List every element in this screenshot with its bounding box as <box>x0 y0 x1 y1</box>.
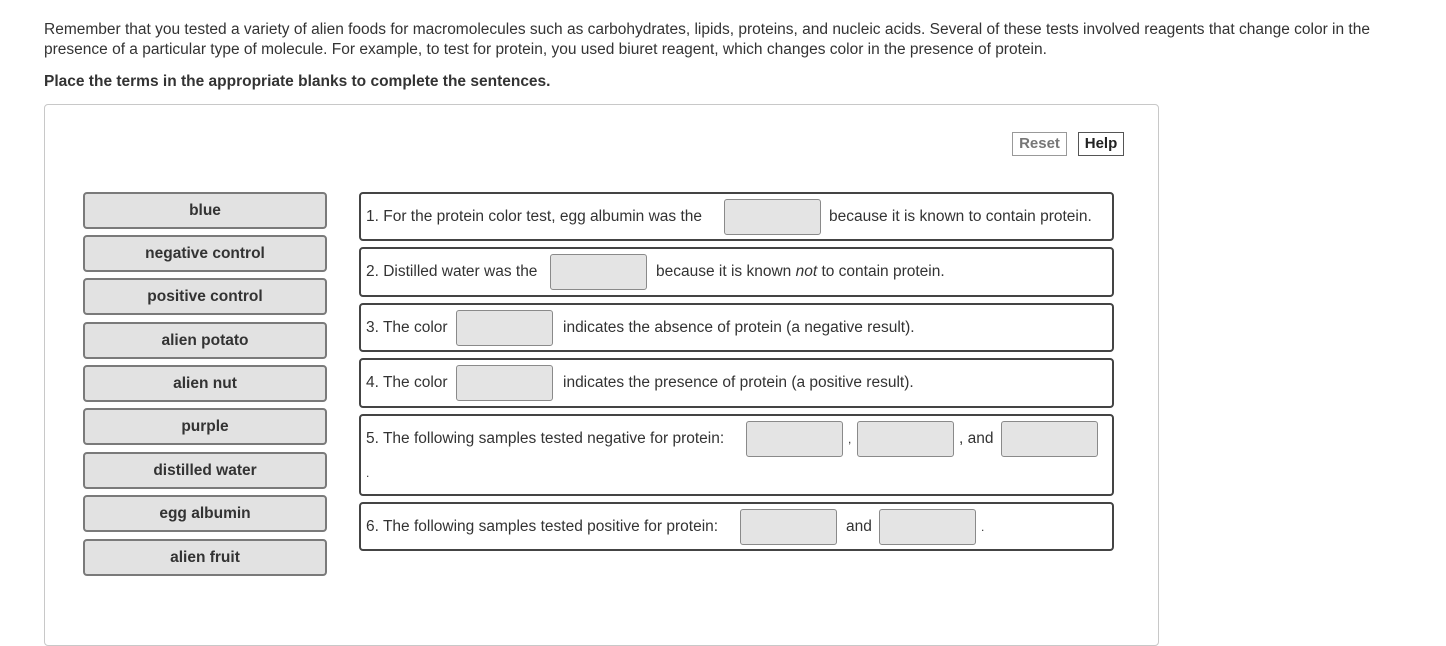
term-egg-albumin[interactable]: egg albumin <box>83 495 327 532</box>
drop-blank-4[interactable] <box>456 365 553 401</box>
term-purple[interactable]: purple <box>83 408 327 445</box>
sentence-2-before: 2. Distilled water was the <box>366 263 538 280</box>
sentence-5-sep2: , and <box>959 430 994 447</box>
sentence-4-after: indicates the presence of protein (a positive result). <box>563 374 914 391</box>
drop-blank-2[interactable] <box>550 254 647 290</box>
term-blue[interactable]: blue <box>83 192 327 229</box>
drop-blank-5a[interactable] <box>746 421 843 457</box>
sentence-3 <box>359 303 1114 352</box>
sentence-1 <box>359 192 1114 241</box>
sentence-3-after: indicates the absence of protein (a negative result). <box>563 319 915 336</box>
sentence-6-before: 6. The following samples tested positive for protein: <box>366 518 719 535</box>
term-positive-control[interactable]: positive control <box>83 278 327 315</box>
drop-blank-1[interactable] <box>724 199 821 235</box>
sentence-6-end: . <box>981 520 985 534</box>
term-distilled-water[interactable]: distilled water <box>83 452 327 489</box>
sentence-4-before: 4. The color <box>366 374 448 391</box>
sentence-4 <box>359 358 1114 408</box>
drop-blank-6a[interactable] <box>740 509 837 545</box>
drop-blank-5b[interactable] <box>857 421 954 457</box>
sentence-2-after: because it is known not to contain protein. <box>656 263 945 280</box>
reset-button[interactable]: Reset <box>1012 132 1067 156</box>
drop-blank-3[interactable] <box>456 310 553 346</box>
sentence-2 <box>359 247 1114 297</box>
sentence-5-before: 5. The following samples tested negative for protein: <box>366 430 725 447</box>
term-alien-potato[interactable]: alien potato <box>83 322 327 359</box>
sentence-3-before: 3. The color <box>366 319 448 336</box>
sentence-6 <box>359 502 1114 551</box>
term-alien-fruit[interactable]: alien fruit <box>83 539 327 576</box>
sentence-6-sep: and <box>846 518 872 535</box>
drop-blank-5c[interactable] <box>1001 421 1098 457</box>
help-button[interactable]: Help <box>1078 132 1124 156</box>
intro-paragraph: Remember that you tested a variety of alien foods for macromolecules such as carbohydrates, lipids, proteins, and nucleic acids. Several of these tests involved reagents that change color in the presence of a particular type of molecule. For example, to test for protein, you used biuret reagent, which changes color in the presence of protein. <box>44 21 1370 58</box>
instruction-text: Place the terms in the appropriate blanks to complete the sentences. <box>44 73 551 90</box>
sentence-1-after: because it is known to contain protein. <box>829 208 1092 225</box>
term-negative-control[interactable]: negative control <box>83 235 327 272</box>
sentence-5-end: . <box>366 466 370 480</box>
drop-blank-6b[interactable] <box>879 509 976 545</box>
sentence-5-sep1: , <box>848 432 852 446</box>
sentence-1-before: 1. For the protein color test, egg albumin was the <box>366 208 703 225</box>
sentence-5 <box>359 414 1114 496</box>
term-alien-nut[interactable]: alien nut <box>83 365 327 402</box>
